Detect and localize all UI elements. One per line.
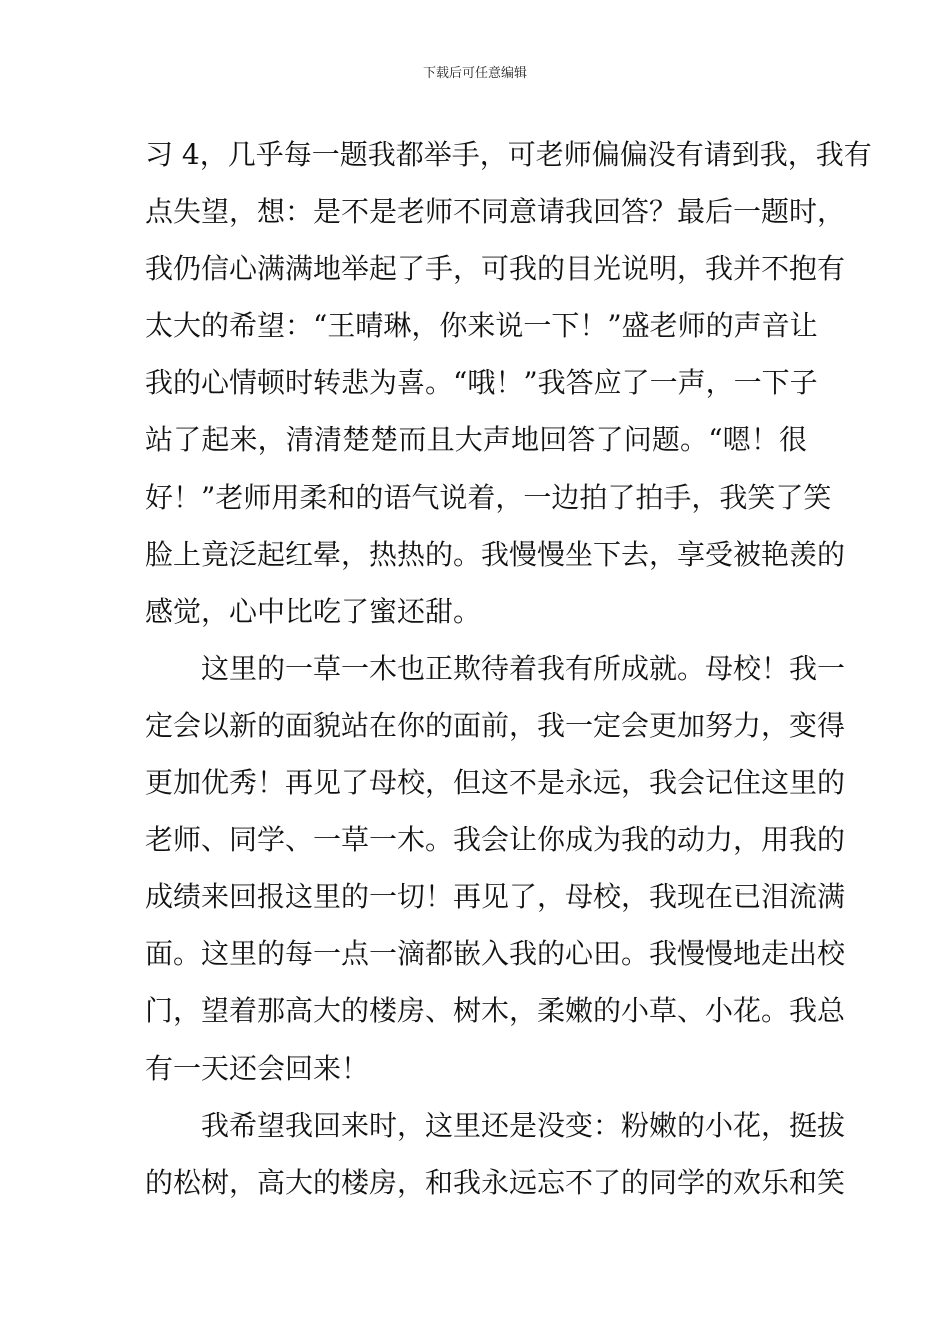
text-line: 好！”老师用柔和的语气说着，一边拍了拍手，我笑了笑 [145, 480, 832, 514]
text-line: 面。这里的每一点一滴都嵌入我的心田。我慢慢地走出校 [145, 937, 846, 971]
text-line: 这里的一草一木也正欺待着我有所成就。母校！我一 [201, 651, 846, 685]
text-line: 感觉，心中比吃了蜜还甜。 [145, 594, 482, 628]
text-line: 脸上竟泛起红晕，热热的。我慢慢坐下去，享受被艳羡的 [145, 537, 846, 571]
text-line: 我的心情顿时转悲为喜。“哦！”我答应了一声，一下子 [145, 366, 818, 400]
text-line: 点失望，想：是不是老师不同意请我回答？最后一题时， [145, 195, 846, 229]
text-line: 我仍信心满满地举起了手，可我的目光说明，我并不抱有 [145, 252, 846, 286]
text-line: 更加优秀！再见了母校，但这不是永远，我会记住这里的 [145, 766, 846, 800]
text-line: 门，望着那高大的楼房、树木，柔嫩的小草、小花。我总 [145, 994, 846, 1028]
text-line: 太大的希望：“王晴琳，你来说一下！”盛老师的声音让 [145, 309, 818, 343]
document-body [145, 126, 872, 1211]
text-line: 定会以新的面貌站在你的面前，我一定会更加努力，变得 [145, 708, 846, 742]
text-line: 有一天还会回来！ [145, 1051, 370, 1085]
text-line: 成绩来回报这里的一切！再见了，母校，我现在已泪流满 [145, 880, 846, 914]
text-line: 的松树，高大的楼房，和我永远忘不了的同学的欢乐和笑 [145, 1165, 846, 1199]
text-line: 站了起来，清清楚楚而且大声地回答了问题。“嗯！很 [145, 423, 807, 457]
text-line: 我希望我回来时，这里还是没变：粉嫩的小花，挺拔 [201, 1108, 846, 1142]
text-line: 老师、同学、一草一木。我会让你成为我的动力，用我的 [145, 823, 846, 857]
text-line: 习 4，几乎每一题我都举手，可老师偏偏没有请到我，我有 [145, 138, 872, 171]
page-header: 下载后可任意编辑 [422, 66, 527, 81]
